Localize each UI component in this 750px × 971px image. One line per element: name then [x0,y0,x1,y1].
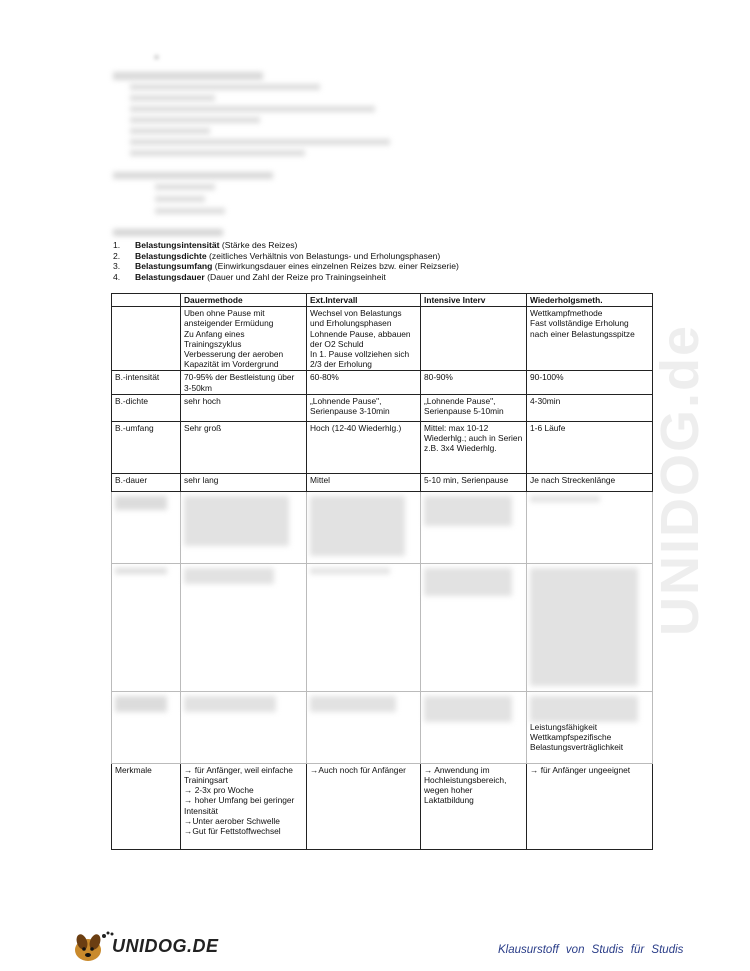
logo-text: UNIDOG.DE [112,936,219,956]
table-cell: 70-95% der Bestleistung über 3-50km [181,371,307,394]
blurred-line [130,139,390,145]
list-term: Belastungsumfang [135,261,213,271]
table-cell [421,691,527,763]
table-row [112,307,653,371]
list-term: Belastungsdichte [135,250,207,261]
watermark: UNIDOG.de [650,323,710,637]
list-item: 1. Belastungsintensität (Stärke des Reizes) [113,240,298,250]
table-cell [112,307,181,371]
table-row [112,691,653,763]
table-cell: 60-80% [307,371,421,394]
table-cell: Mittel: max 10-12 Wiederhlg.; auch in Serien z.B. 3x4 Wiederhlg. [421,421,527,473]
header-cell: Wiederholgsmeth. [527,294,653,307]
table-row [112,473,653,491]
table-cell [112,563,181,691]
blurred-line [130,117,260,123]
table-cell: 80-90% [421,371,527,394]
blurred-line [130,84,320,90]
table-row [112,763,653,849]
table-cell [181,691,307,763]
table-cell [307,491,421,563]
table-cell: B.-dichte [112,394,181,421]
table-cell: Wettkampfmethode Fast vollständige Erholung nach einer Belastungsspitze [527,307,653,371]
table-cell [112,691,181,763]
psych-tail-text: Leistungsfähigkeit Wettkampfspezifische Belastungsverträglichkeit [530,721,624,753]
blurred-heading [113,72,263,80]
table-cell: Merkmale [112,763,181,849]
table-cell: B.-intensität [112,371,181,394]
table-cell [307,563,421,691]
table-cell: B.-dauer [112,473,181,491]
table-header-row [112,294,653,307]
table-cell: 90-100% [527,371,653,394]
header-cell: Intensive Interv [421,294,527,307]
table-cell: 5-10 min, Serienpause [421,473,527,491]
table-cell [527,691,653,763]
table-cell [307,691,421,763]
table-cell: sehr lang [181,473,307,491]
table-cell [527,491,653,563]
header-cell: Dauermethode [181,294,307,307]
table-cell: 1-6 Läufe [527,421,653,473]
table-cell [421,563,527,691]
list-desc: (Einwirkungsdauer eines einzelnen Reizes bzw. einer Reizserie) [214,261,459,271]
blurred-line [155,184,215,190]
table-cell: 4-30min [527,394,653,421]
table-cell: → für Anfänger ungeeignet [527,763,653,849]
table-cell [112,491,181,563]
table-cell [421,307,527,371]
table-cell: „Lohnende Pause", Serienpause 5-10min [421,394,527,421]
list-term: Belastungsdauer [135,271,205,282]
table-cell [421,491,527,563]
table-cell: → für Anfänger, weil einfache Trainingsart → 2-3x pro Woche → hoher Umfang bei geringer Intensität →Unter aerober Schwelle →Gut für Fettstoffwechsel [181,763,307,849]
table-cell: Je nach Streckenlänge [527,473,653,491]
list-item: 2. Belastungsdichte (zeitliches Verhältnis von Belastungs- und Erholungsphasen) [113,250,441,261]
table-cell: Sehr groß [181,421,307,473]
table-cell: →Auch noch für Anfänger [307,763,421,849]
blurred-table-row [112,563,653,691]
table-row [112,394,653,421]
table-cell [181,491,307,563]
methods-table [111,293,653,850]
blurred-line [155,196,205,202]
table-cell: Mittel [307,473,421,491]
blurred-table-row [112,491,653,563]
table-cell: Uben ohne Pause mit ansteigender Ermüdung Zu Anfang eines Trainingszyklus Verbesserung der aeroben Kapazität im Vordergrund [181,307,307,371]
table-cell: Hoch (12-40 Wiederhlg.) [307,421,421,473]
list-desc: (Dauer und Zahl der Reize pro Trainingseinheit [207,271,386,282]
table-row [112,421,653,473]
list-item: 3. Belastungsumfang (Einwirkungsdauer eines einzelnen Reizes bzw. einer Reizserie) [113,261,459,271]
table-cell [181,563,307,691]
blurred-heading [113,172,273,179]
footer-note: Klausurstoff von Studis für Studis [498,944,684,956]
table-cell: Wechsel von Belastungs und Erholungsphasen Lohnende Pause, abbauen der O2 Schuld In 1. Pause vollziehen sich 2/3 der Erholung [307,307,421,371]
blurred-line [130,128,210,134]
blurred-line [130,150,305,156]
list-desc: (zeitliches Verhältnis von Belastungs- und Erholungsphasen) [209,250,441,261]
table-cell: B.-umfang [112,421,181,473]
blurred-bullet: • [155,52,244,62]
header-cell [112,294,181,307]
list-item: 4. Belastungsdauer (Dauer und Zahl der Reize pro Trainingseinheit [113,271,386,282]
table-row [112,371,653,394]
blurred-heading [113,229,223,236]
blurred-line [130,95,215,101]
table-cell: sehr hoch [181,394,307,421]
table-cell: → Anwendung im Hochleistungsbereich, wegen hoher Laktatbildung [421,763,527,849]
blurred-line [155,208,225,214]
table-cell [527,563,653,691]
belastung-list [113,240,459,282]
header-cell: Ext.Intervall [307,294,421,307]
list-desc: (Stärke des Reizes) [221,240,298,250]
blurred-line [130,106,375,112]
table-cell: „Lohnende Pause", Serienpause 3-10min [307,394,421,421]
list-term: Belastungsintensität [135,240,220,250]
